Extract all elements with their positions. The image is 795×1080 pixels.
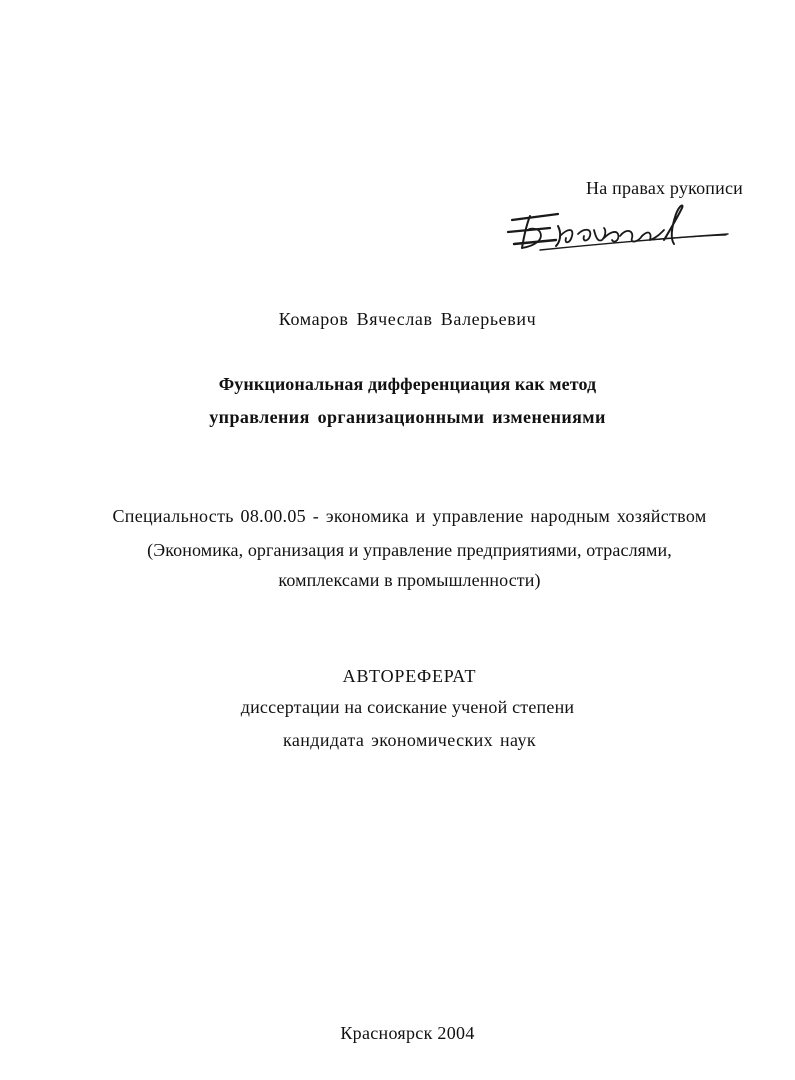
city-year: Красноярск 2004: [340, 1023, 475, 1043]
author-name: Комаров Вячеслав Валерьевич: [278, 309, 537, 329]
specialty-line-3: комплексами в промышленности): [278, 570, 541, 590]
handwritten-signature-icon: [500, 200, 732, 260]
abstract-subtitle-line-1: диссертации на соискание ученой степени: [240, 697, 575, 717]
dissertation-title-line-2: управления организационными изменениями: [209, 407, 606, 427]
specialty-line-1: Специальность 08.00.05 - экономика и управление народным хозяйством: [112, 506, 707, 526]
specialty-line-2: (Экономика, организация и управление предприятиями, отраслями,: [147, 540, 672, 560]
manuscript-note: На правах рукописи: [586, 178, 743, 198]
abstract-heading: АВТОРЕФЕРАТ: [342, 666, 477, 686]
dissertation-title-line-1: Функциональная дифференциация как метод: [218, 374, 597, 394]
abstract-subtitle-line-2: кандидата экономических наук: [282, 730, 537, 750]
